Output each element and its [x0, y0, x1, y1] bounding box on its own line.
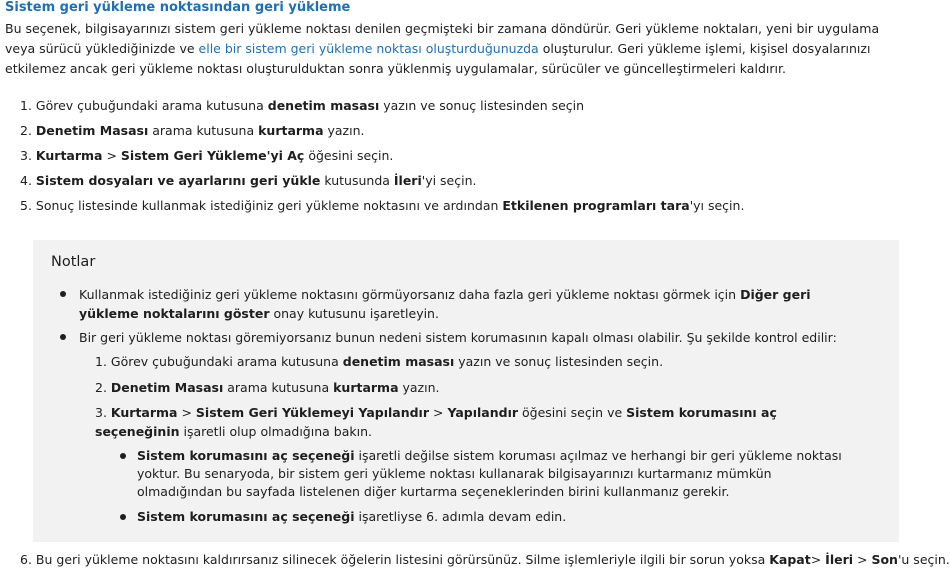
bullet-dot-icon — [60, 291, 66, 297]
intro-text-2: oluşturulur. Geri yükleme işlemi, kişisel dosyalarınızı etkilemez ancak geri yükleme noktası oluşturulduktan sonra yüklenmiş uygulamalar, sürücüler ve güncelleştirmeleri kaldırır. — [5, 41, 871, 76]
page-title: Sistem geri yükleme noktasından geri yükleme — [5, 0, 351, 15]
notes-box — [33, 240, 899, 542]
intro-text-1: Bu seçenek, bilgisayarınızı sistem geri yükleme noktası denilen geçmişteki bir zamana döndürür. Geri yükleme noktaları, yeni bir uygulama veya sürücü yüklediğinizde ve — [5, 21, 880, 56]
notes-title: Notlar — [51, 254, 96, 270]
note-substep-2: 2. Denetim Masası arama kutusuna kurtarma yazın. — [95, 380, 440, 395]
step-3: 3. Kurtarma > Sistem Geri Yükleme'yi Aç öğesini seçin. — [20, 148, 394, 163]
step-6: 6. Bu geri yükleme noktasını kaldırırsanız silinecek öğelerin listesini görürsünüz. Silme işlemleriyle ilgili bir sorun yoksa Kapat> İleri > Son'u seçin. — [20, 552, 950, 567]
step-2: 2. Denetim Masası arama kutusuna kurtarma yazın. — [20, 123, 365, 138]
note-substep-3: 3. Kurtarma > Sistem Geri Yüklemeyi Yapılandır > Yapılandır öğesini seçin ve Sistem korumasını aç seçeneğinin işaretli olup olmadığına bakın. — [95, 405, 777, 439]
steps-list — [20, 97, 905, 222]
note-bullet-2: Bir geri yükleme noktası göremiyorsanız bunun nedeni sistem korumasının kapalı olması olabilir. Şu şekilde kontrol edilir: — [79, 328, 869, 347]
step-1: 1. Görev çubuğundaki arama kutusuna denetim masası yazın ve sonuç listesinden seçin — [20, 98, 585, 113]
step-5: 5. Sonuç listesinde kullanmak istediğiniz geri yükleme noktasını ve ardından Etkilenen programları tara'yı seçin. — [20, 198, 745, 213]
create-restore-point-link[interactable]: elle bir sistem geri yükleme noktası oluşturduğunuzda — [198, 41, 539, 56]
note-subbullet-2: Sistem korumasını aç seçeneği işaretliyse 6. adımla devam edin. — [137, 508, 857, 526]
note-subbullet-1: Sistem korumasını aç seçeneği işaretli değilse sistem koruması açılmaz ve herhangi bir geri yükleme noktası yoktur. Bu senaryoda, bir sistem geri yükleme noktası kullanarak bilgisayarınızı kurtarmanız mümkün olmadığından bu sayfada listelenen diğer kurtarma seçeneklerinden birini kullanmanız gerekir. — [137, 447, 857, 501]
note-substep-1: 1. Görev çubuğundaki arama kutusuna denetim masası yazın ve sonuç listesinden seçin. — [95, 354, 664, 369]
step-4: 4. Sistem dosyaları ve ayarlarını geri yükle kutusunda İleri'yi seçin. — [20, 173, 477, 188]
bullet-dot-icon — [120, 453, 126, 459]
bullet-dot-icon — [120, 514, 126, 520]
intro-paragraph — [5, 19, 905, 79]
bullet-dot-icon — [60, 334, 66, 340]
note-bullet-1: Kullanmak istediğiniz geri yükleme noktasını görmüyorsanız daha fazla geri yükleme noktası görmek için Diğer geri yükleme noktalarını göster onay kutusunu işaretleyin. — [79, 285, 869, 323]
